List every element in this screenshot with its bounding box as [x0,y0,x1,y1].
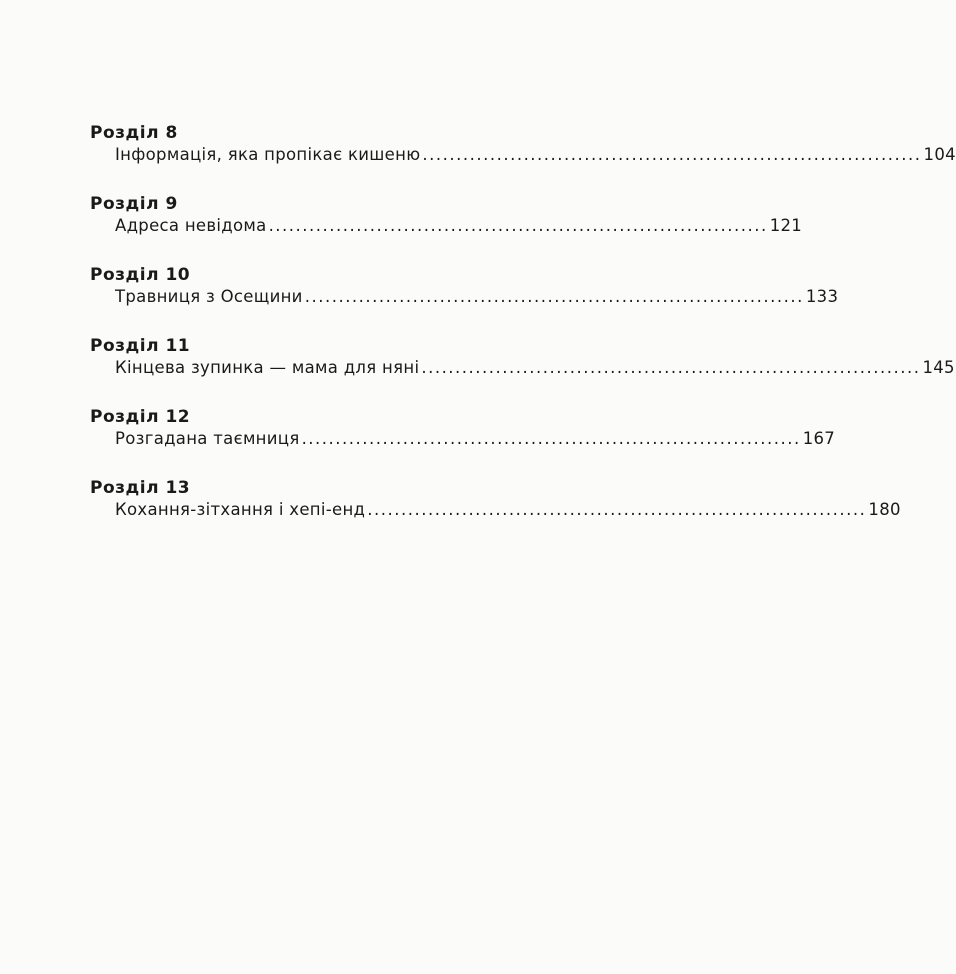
page-number: 104 [923,145,956,164]
chapter-heading: Розділ 13 [90,478,191,498]
toc-entry[interactable] [115,286,839,308]
toc-section [90,477,901,521]
chapter-heading: Розділ 11 [90,336,191,356]
chapter-heading: Розділ 9 [90,194,178,214]
chapter-title: Розгадана таємниця [115,429,300,448]
chapter-title: Кінцева зупинка — мама для няні [115,358,420,377]
toc-entry[interactable] [115,144,956,166]
dot-leader: .......................................................................... [304,287,804,306]
page-number: 133 [805,287,839,306]
toc-section [90,335,955,379]
chapter-title: Інформація, яка пропікає кишеню [115,145,421,164]
chapter-heading: Розділ 10 [90,265,191,285]
toc-entry[interactable] [115,428,836,450]
chapter-heading: Розділ 8 [90,123,178,143]
chapter-title: Адреса невідома [115,216,267,235]
page-number: 145 [922,358,955,377]
dot-leader: .......................................................................... [422,145,922,164]
page-number: 167 [802,429,836,448]
table-of-contents [90,122,956,548]
dot-leader: .......................................................................... [367,500,867,519]
toc-section [90,122,956,166]
toc-entry[interactable] [115,499,901,521]
toc-entry[interactable] [115,357,955,379]
dot-leader: .......................................................................... [268,216,768,235]
dot-leader: .......................................................................... [301,429,801,448]
toc-section [90,406,836,450]
dot-leader: .......................................................................... [421,358,921,377]
chapter-title: Травниця з Осещини [115,287,303,306]
toc-entry[interactable] [115,215,803,237]
toc-section [90,264,839,308]
chapter-title: Кохання-зітхання і хепі-енд [115,500,366,519]
chapter-heading: Розділ 12 [90,407,191,427]
page-number: 180 [868,500,901,519]
toc-section [90,193,803,237]
page-number: 121 [769,216,803,235]
